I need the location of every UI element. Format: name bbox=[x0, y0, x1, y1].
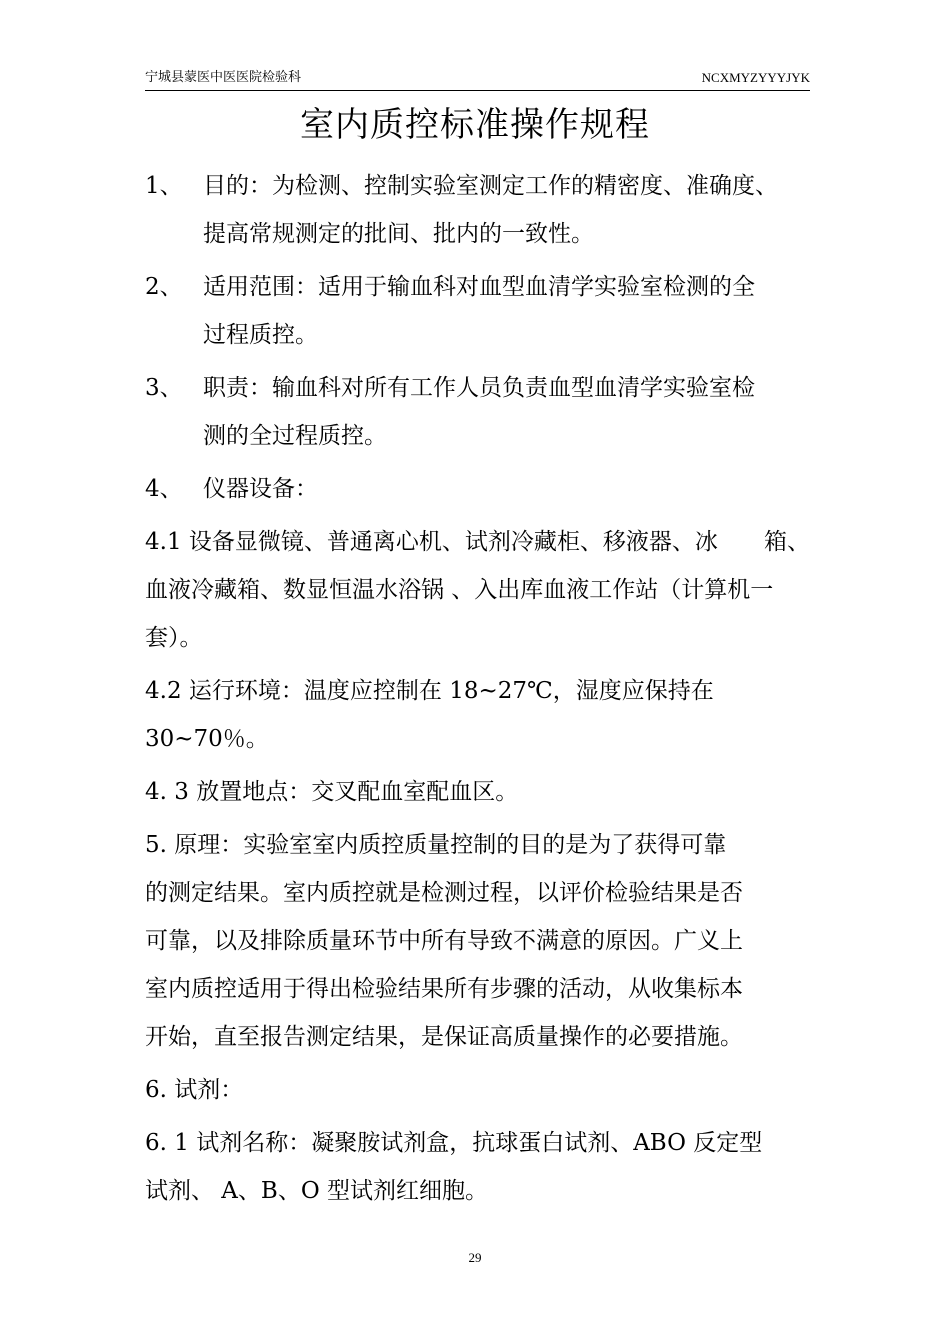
page-header bbox=[145, 68, 810, 91]
section-6-1-line-2: 试剂、 A、B、O 型试剂红细胞。 bbox=[145, 1178, 488, 1204]
section-4-1-line-3: 套）。 bbox=[145, 625, 203, 651]
section-5-line-5: 开始，直至报告测定结果，是保证高质量操作的必要措施。 bbox=[145, 1024, 743, 1050]
section-4-1-text-b: 箱、 bbox=[764, 529, 810, 555]
section-4-text: 仪器设备： bbox=[203, 476, 318, 502]
section-5-line-2: 的测定结果。室内质控就是检测过程，以评价检验结果是否 bbox=[145, 880, 743, 906]
page-number: 29 bbox=[468, 1250, 482, 1265]
section-3-line-1 bbox=[145, 364, 810, 412]
section-4-number: 4、 bbox=[145, 476, 183, 502]
document-body bbox=[145, 162, 810, 1215]
section-6-1-line-1: 6. 1 试剂名称：凝聚胺试剂盒，抗球蛋白试剂、ABO 反定型 bbox=[145, 1130, 763, 1156]
section-5-line-4: 室内质控适用于得出检验结果所有步骤的活动，从收集标本 bbox=[145, 976, 743, 1002]
section-1-number: 1、 bbox=[145, 173, 183, 199]
section-6-line-1: 6. 试剂： bbox=[145, 1077, 244, 1103]
section-2-line-2: 过程质控。 bbox=[203, 322, 318, 348]
section-5-line-1: 5. 原理：实验室室内质控质量控制的目的是为了获得可靠 bbox=[145, 832, 727, 858]
section-4-2-line-2: 30~70％。 bbox=[145, 726, 269, 752]
section-3-text: 职责：输血科对所有工作人员负责血型血清学实验室检 bbox=[203, 375, 755, 401]
section-4-3-line-1: 4. 3 放置地点：交叉配血室配血区。 bbox=[145, 779, 519, 805]
header-code: NCXMYZYYYJYK bbox=[701, 70, 810, 85]
document-title: 室内质控标准操作规程 bbox=[300, 105, 650, 145]
section-3-line-2: 测的全过程质控。 bbox=[203, 423, 387, 449]
header-department: 宁城县蒙医中医医院检验科 bbox=[145, 70, 302, 85]
section-4-2-line-1: 4.2 运行环境：温度应控制在 18~27℃，湿度应保持在 bbox=[145, 678, 714, 704]
section-3-number: 3、 bbox=[145, 375, 183, 401]
section-1-line-2: 提高常规测定的批间、批内的一致性。 bbox=[203, 221, 594, 247]
section-1-line-1 bbox=[145, 162, 810, 210]
section-2-line-1 bbox=[145, 263, 810, 311]
section-4-1-line-1 bbox=[145, 518, 810, 566]
section-4-1-text-a: 4.1 设备显微镜、普通离心机、试剂冷藏柜、移液器、冰 bbox=[145, 529, 718, 555]
section-5-line-3: 可靠，以及排除质量环节中所有导致不满意的原因。广义上 bbox=[145, 928, 743, 954]
section-4-1-line-2: 血液冷藏箱、数显恒温水浴锅 、入出库血液工作站（计算机一 bbox=[145, 577, 774, 603]
section-4-line-1 bbox=[145, 465, 810, 513]
section-1-text: 目的：为检测、控制实验室测定工作的精密度、准确度、 bbox=[203, 173, 778, 199]
section-2-number: 2、 bbox=[145, 274, 183, 300]
section-2-text: 适用范围：适用于输血科对血型血清学实验室检测的全 bbox=[203, 274, 755, 300]
